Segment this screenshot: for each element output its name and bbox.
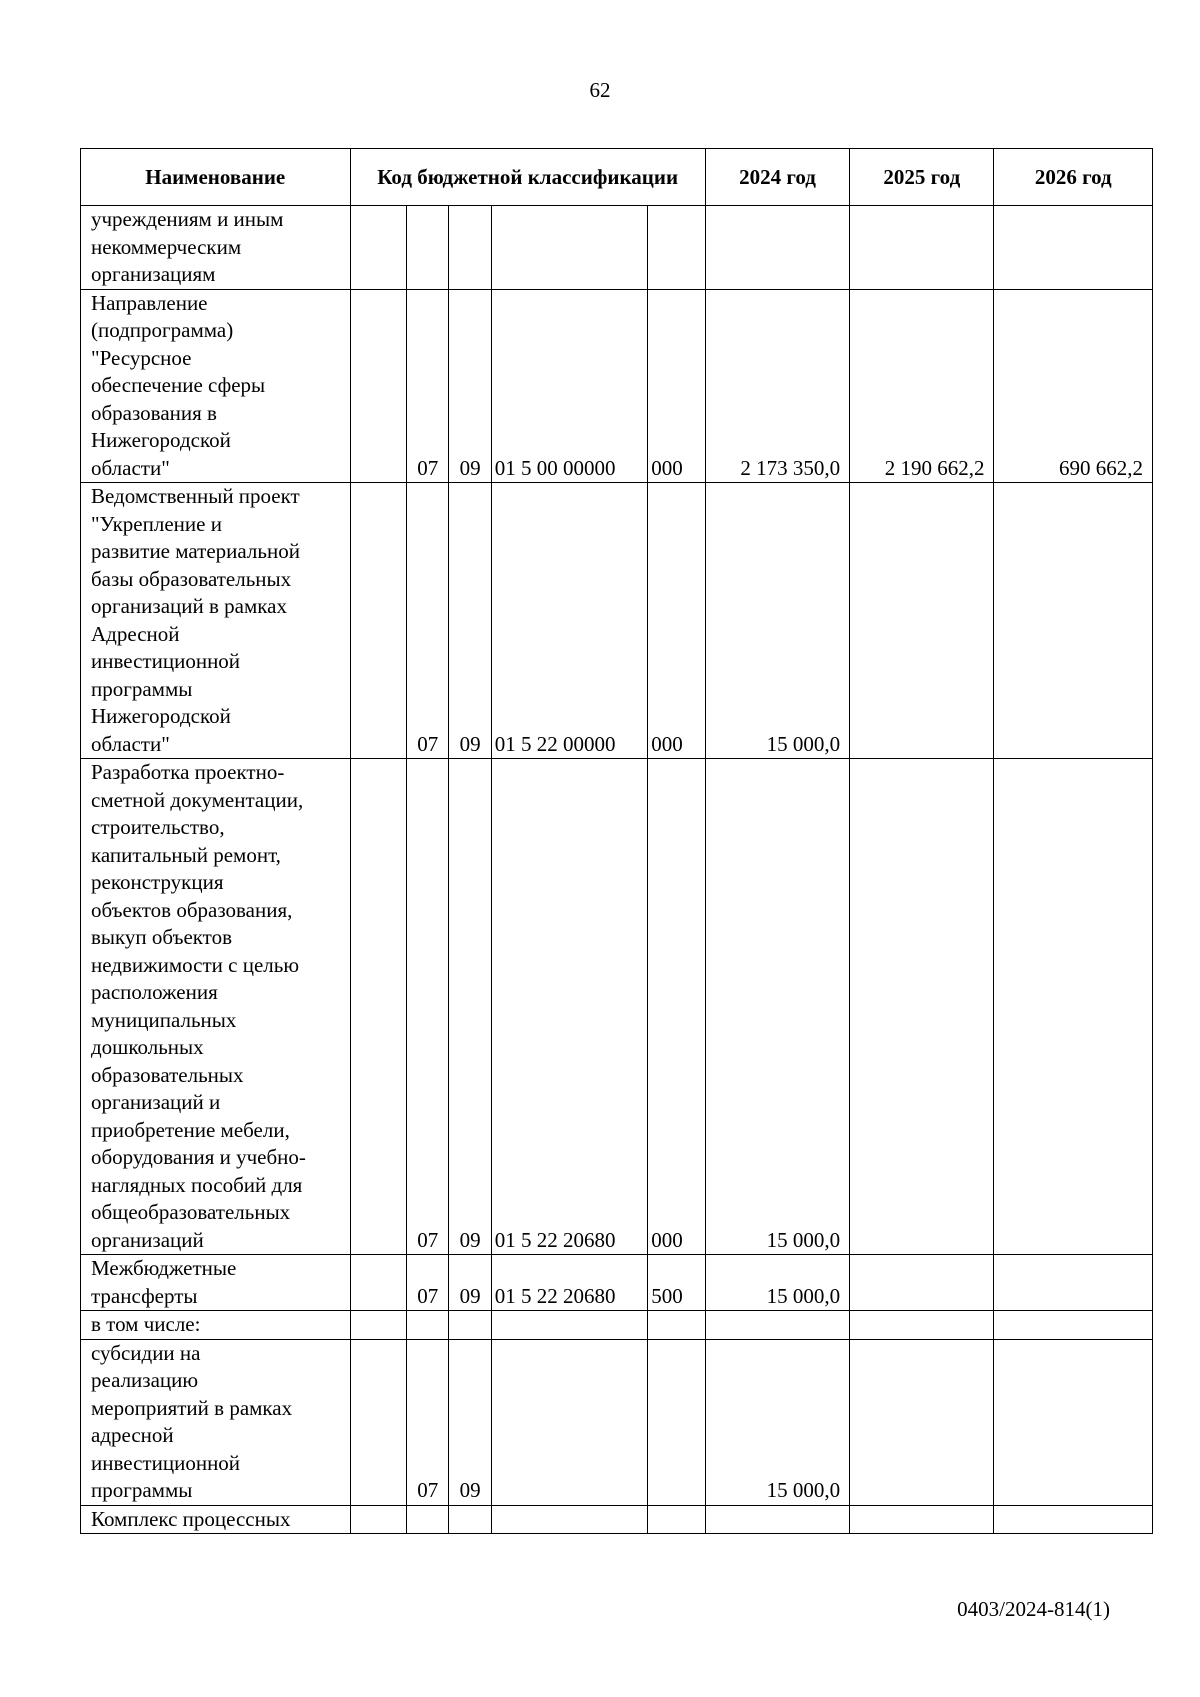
cell-v2025 — [850, 206, 994, 290]
cell-v2024 — [705, 1505, 849, 1534]
header-2025: 2025 год — [850, 149, 994, 206]
cell-c2 — [407, 1311, 449, 1340]
cell-c1 — [350, 289, 407, 483]
cell-c3: 09 — [449, 759, 491, 1255]
cell-c2 — [407, 206, 449, 290]
cell-v2024: 2 173 350,0 — [705, 289, 849, 483]
cell-c3 — [449, 1311, 491, 1340]
header-name: Наименование — [81, 149, 351, 206]
budget-table — [80, 148, 1153, 1534]
cell-c5 — [648, 1505, 706, 1534]
cell-c1 — [350, 1311, 407, 1340]
cell-v2025 — [850, 483, 994, 759]
table-row — [81, 759, 1153, 1255]
cell-c3 — [449, 206, 491, 290]
cell-c5: 000 — [648, 759, 706, 1255]
cell-v2025 — [850, 759, 994, 1255]
cell-c5: 000 — [648, 289, 706, 483]
cell-v2026 — [994, 1505, 1153, 1534]
cell-v2026 — [994, 1339, 1153, 1505]
cell-v2024 — [705, 1311, 849, 1340]
table-body — [81, 206, 1153, 1534]
page-number: 62 — [589, 78, 611, 102]
cell-c4: 01 5 22 20680 — [491, 759, 647, 1255]
table-row — [81, 1505, 1153, 1534]
cell-c3: 09 — [449, 483, 491, 759]
cell-name: Разработка проектно- сметной документации, строительство, капитальный ремонт, реконструкция объектов образования, выкуп объектов недвижимости с целью расположения муниципальных дошкольных образовательных организаций и приобретение мебели, оборудования и учебно- наглядных пособий для общеобразовательных организаций — [81, 759, 351, 1255]
cell-c1 — [350, 1505, 407, 1534]
cell-v2026: 690 662,2 — [994, 289, 1153, 483]
cell-v2025 — [850, 1255, 994, 1311]
cell-c3 — [449, 1505, 491, 1534]
cell-c2: 07 — [407, 1339, 449, 1505]
cell-name: учреждениям и иным некоммерческим организациям — [81, 206, 351, 290]
table-row — [81, 289, 1153, 483]
cell-v2024: 15 000,0 — [705, 1255, 849, 1311]
cell-c2: 07 — [407, 483, 449, 759]
cell-name: Межбюджетные трансферты — [81, 1255, 351, 1311]
cell-c1 — [350, 1339, 407, 1505]
cell-c3: 09 — [449, 1255, 491, 1311]
cell-v2025 — [850, 1505, 994, 1534]
cell-c3: 09 — [449, 1339, 491, 1505]
cell-c4: 01 5 22 20680 — [491, 1255, 647, 1311]
header-2026: 2026 год — [994, 149, 1153, 206]
header-code: Код бюджетной классификации — [350, 149, 705, 206]
cell-v2026 — [994, 759, 1153, 1255]
cell-name: субсидии на реализацию мероприятий в рамках адресной инвестиционной программы — [81, 1339, 351, 1505]
table-row — [81, 1339, 1153, 1505]
cell-c5 — [648, 1339, 706, 1505]
cell-v2025 — [850, 1311, 994, 1340]
cell-v2025: 2 190 662,2 — [850, 289, 994, 483]
cell-c2: 07 — [407, 1255, 449, 1311]
cell-v2025 — [850, 1339, 994, 1505]
cell-c4 — [491, 206, 647, 290]
table-row — [81, 1311, 1153, 1340]
header-2024: 2024 год — [705, 149, 849, 206]
cell-c2: 07 — [407, 759, 449, 1255]
cell-v2024: 15 000,0 — [705, 759, 849, 1255]
cell-name: Направление (подпрограмма) "Ресурсное обеспечение сферы образования в Нижегородской области" — [81, 289, 351, 483]
cell-c4: 01 5 00 00000 — [491, 289, 647, 483]
cell-c1 — [350, 483, 407, 759]
cell-c1 — [350, 206, 407, 290]
cell-c5 — [648, 1311, 706, 1340]
cell-v2024 — [705, 206, 849, 290]
cell-v2024: 15 000,0 — [705, 1339, 849, 1505]
cell-c5 — [648, 206, 706, 290]
cell-c4 — [491, 1311, 647, 1340]
table-row — [81, 206, 1153, 290]
cell-c1 — [350, 759, 407, 1255]
table-row — [81, 1255, 1153, 1311]
table-header-row — [81, 149, 1153, 206]
table-row — [81, 483, 1153, 759]
cell-v2026 — [994, 206, 1153, 290]
cell-c4 — [491, 1339, 647, 1505]
cell-c3: 09 — [449, 289, 491, 483]
cell-name: Комплекс процессных — [81, 1505, 351, 1534]
cell-c2 — [407, 1505, 449, 1534]
cell-c5: 500 — [648, 1255, 706, 1311]
cell-v2026 — [994, 483, 1153, 759]
cell-v2024: 15 000,0 — [705, 483, 849, 759]
cell-v2026 — [994, 1255, 1153, 1311]
cell-c1 — [350, 1255, 407, 1311]
cell-v2026 — [994, 1311, 1153, 1340]
cell-c2: 07 — [407, 289, 449, 483]
cell-c5: 000 — [648, 483, 706, 759]
cell-name: Ведомственный проект "Укрепление и развитие материальной базы образовательных организаций в рамках Адресной инвестиционной программы Нижегородской области" — [81, 483, 351, 759]
cell-c4 — [491, 1505, 647, 1534]
document-code: 0403/2024-814(1) — [957, 1597, 1110, 1621]
cell-c4: 01 5 22 00000 — [491, 483, 647, 759]
cell-name: в том числе: — [81, 1311, 351, 1340]
